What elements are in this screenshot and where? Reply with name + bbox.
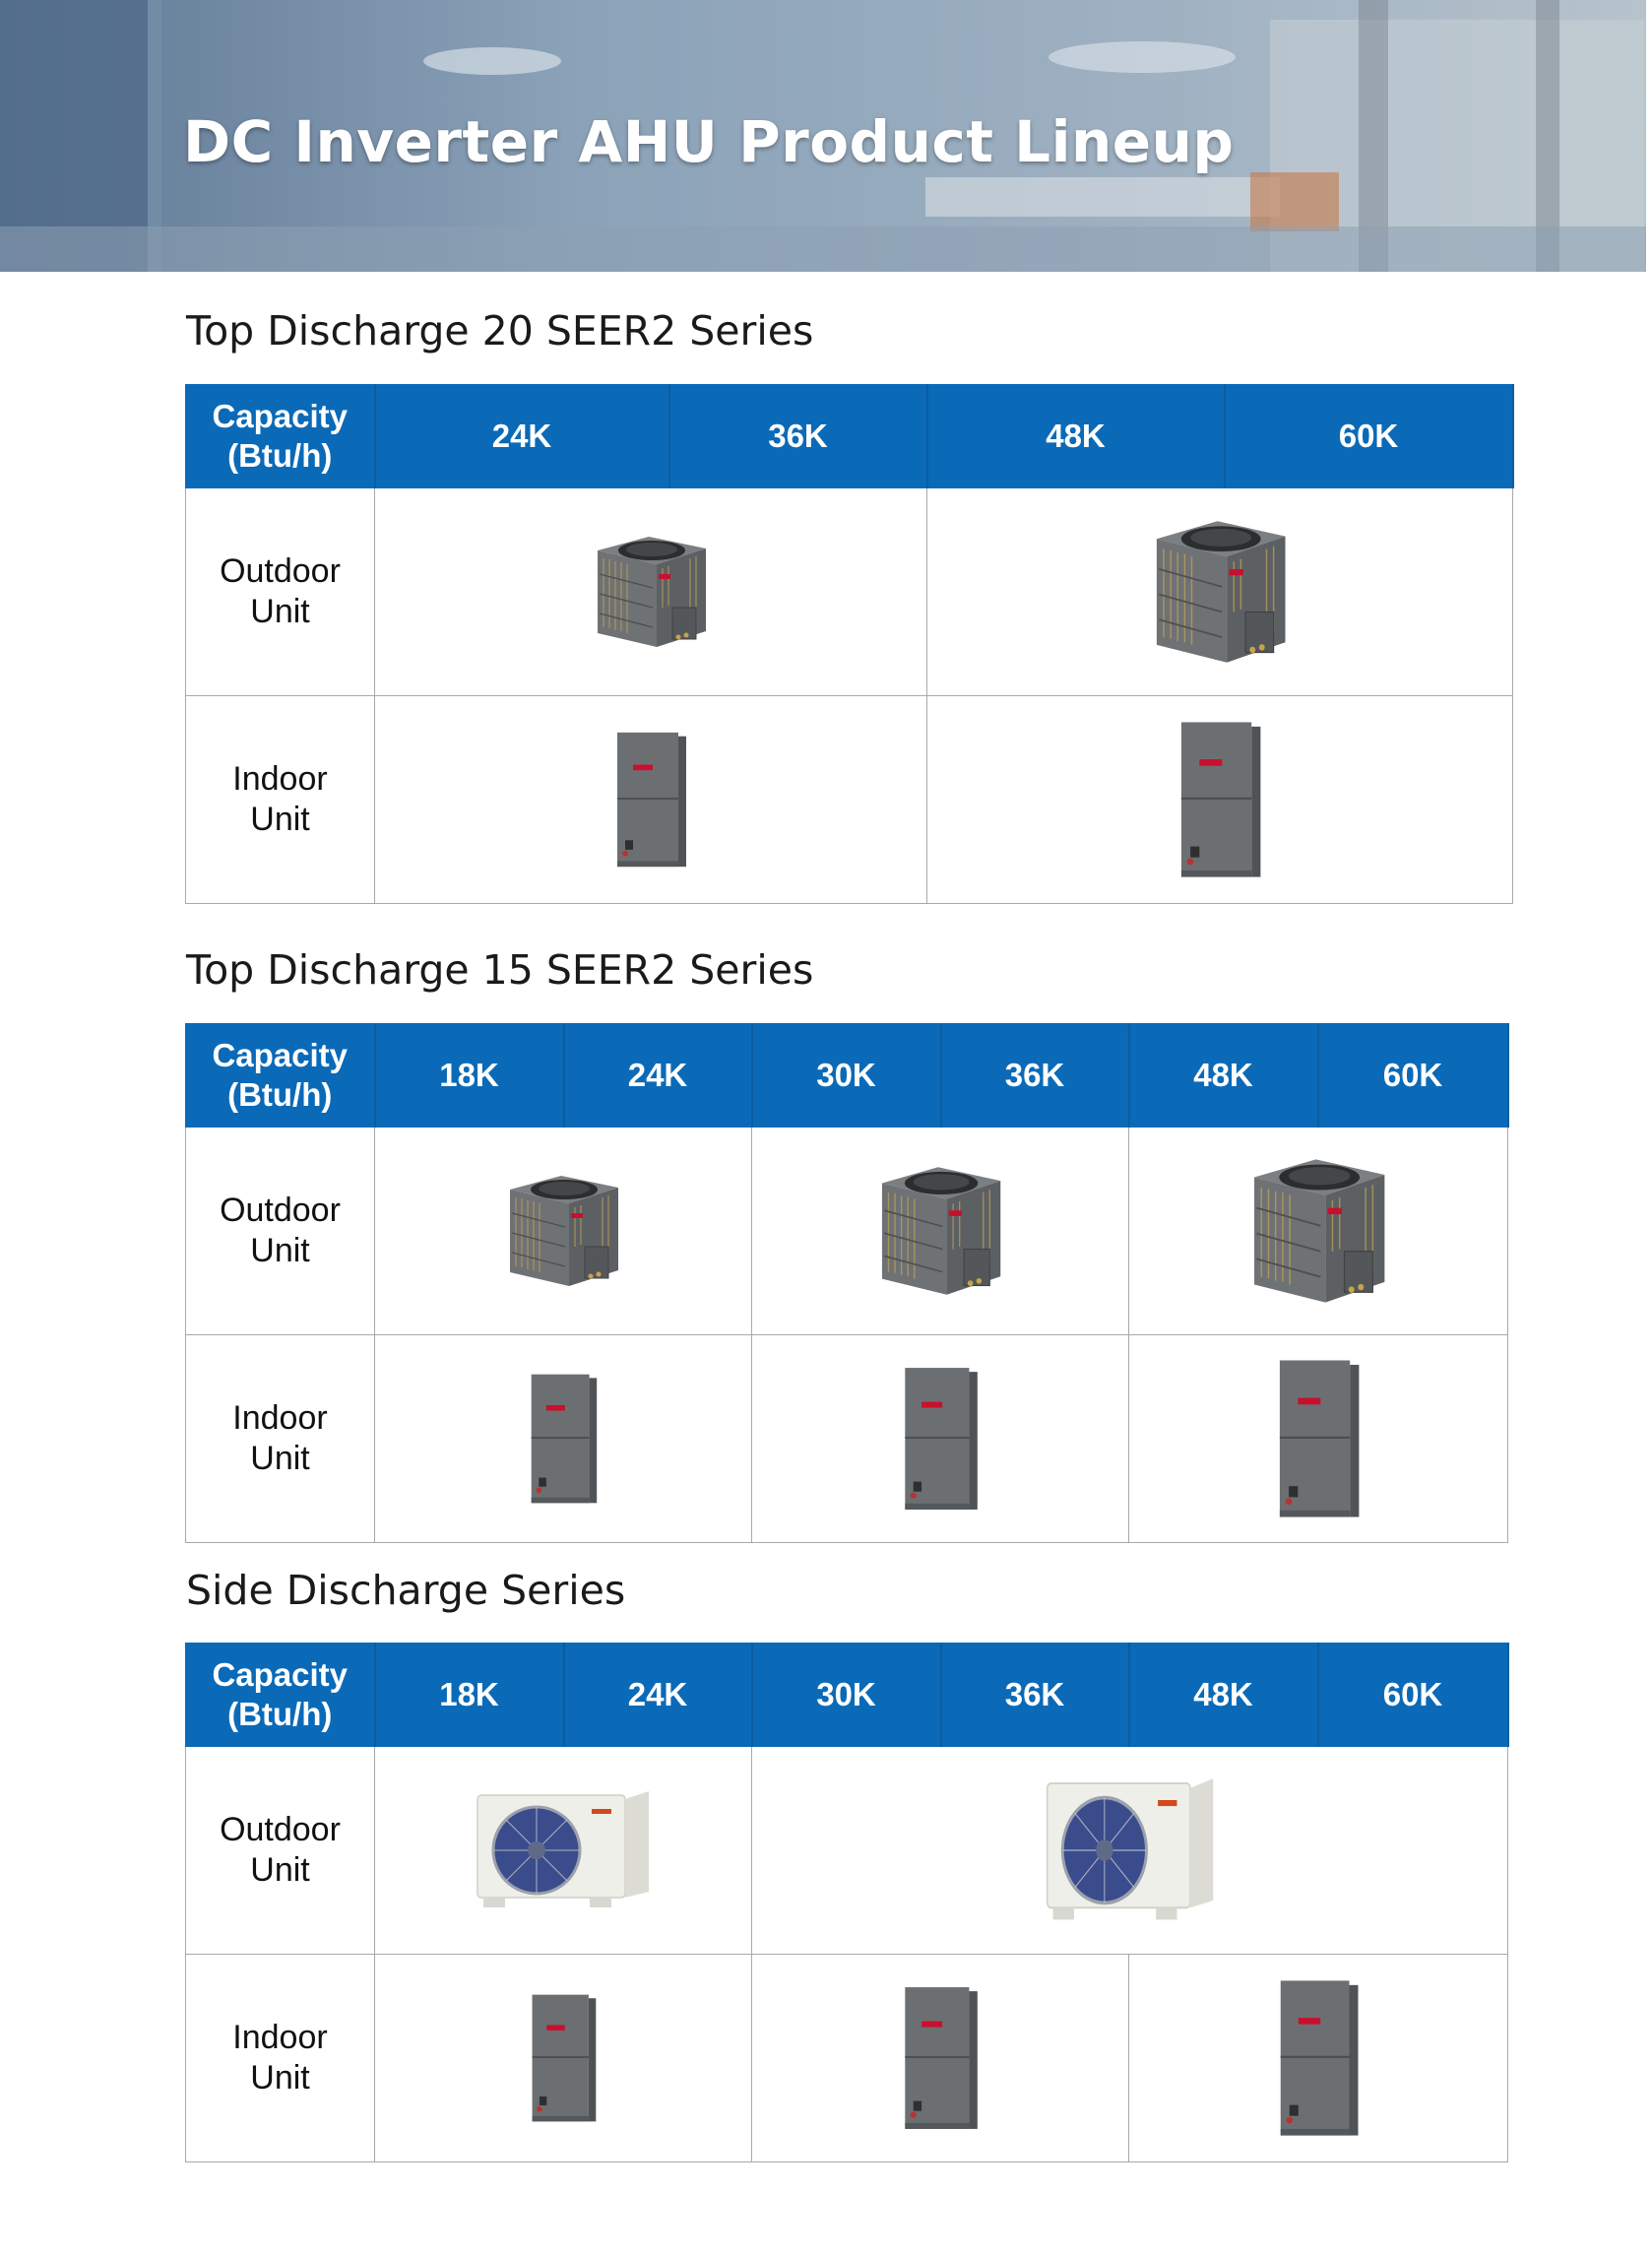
capacity-cell: 48K	[927, 385, 1225, 488]
capacity-header-label: Capacity (Btu/h)	[186, 385, 375, 488]
capacity-cell: 24K	[564, 1644, 752, 1747]
outdoor-unit-row	[186, 1747, 1508, 1955]
air-handler-icon	[899, 1983, 982, 2133]
capacity-cell: 18K	[375, 1024, 564, 1128]
capacity-cell: 48K	[1129, 1644, 1318, 1747]
outdoor-unit-cell	[752, 1128, 1129, 1335]
outdoor-unit-cell	[927, 488, 1513, 696]
capacity-cell: 60K	[1225, 385, 1513, 488]
outdoor-unit-row	[186, 1128, 1508, 1335]
side-discharge-outdoor-unit-icon	[1040, 1767, 1221, 1934]
outdoor-unit-label: Outdoor Unit	[186, 488, 375, 696]
side-discharge-outdoor-unit-icon	[470, 1781, 657, 1919]
indoor-unit-cell	[1129, 1335, 1508, 1543]
air-handler-icon	[526, 1371, 601, 1507]
indoor-unit-row	[186, 696, 1513, 904]
indoor-unit-label: Indoor Unit	[186, 1335, 375, 1543]
capacity-cell: 36K	[941, 1024, 1129, 1128]
capacity-header-label: Capacity (Btu/h)	[186, 1644, 375, 1747]
capacity-cell: 36K	[941, 1644, 1129, 1747]
indoor-unit-cell	[375, 1335, 752, 1543]
air-handler-icon	[1274, 1976, 1363, 2140]
outdoor-unit-cell	[375, 1747, 752, 1955]
section-title-top-discharge-15-seer2: Top Discharge 15 SEER2 Series	[186, 946, 814, 994]
lineup-table-top-discharge-15-seer2	[185, 1023, 1509, 1543]
section-title-side-discharge: Side Discharge Series	[186, 1567, 626, 1614]
section-title-top-discharge-20-seer2: Top Discharge 20 SEER2 Series	[186, 307, 814, 355]
capacity-cell: 60K	[1318, 1644, 1508, 1747]
top-discharge-condenser-icon	[1145, 511, 1295, 673]
indoor-unit-label: Indoor Unit	[186, 696, 375, 904]
capacity-cell: 18K	[375, 1644, 564, 1747]
capacity-header-row	[186, 1024, 1508, 1128]
capacity-cell: 36K	[669, 385, 927, 488]
air-handler-icon	[1175, 718, 1265, 881]
indoor-unit-cell	[375, 1955, 752, 2162]
capacity-header-row	[186, 1644, 1508, 1747]
outdoor-unit-cell	[375, 1128, 752, 1335]
capacity-header-label: Capacity (Btu/h)	[186, 1024, 375, 1128]
capacity-cell: 24K	[375, 385, 669, 488]
indoor-unit-cell	[927, 696, 1513, 904]
capacity-cell: 30K	[752, 1644, 941, 1747]
lineup-table-side-discharge	[185, 1643, 1509, 2162]
outdoor-unit-label: Outdoor Unit	[186, 1747, 375, 1955]
lineup-table-top-discharge-20-seer2	[185, 384, 1514, 904]
air-handler-icon	[611, 729, 690, 871]
top-discharge-condenser-icon	[500, 1168, 626, 1294]
indoor-unit-row	[186, 1335, 1508, 1543]
top-discharge-condenser-icon	[871, 1158, 1009, 1304]
top-discharge-condenser-icon	[588, 529, 714, 655]
header-banner	[0, 0, 1652, 272]
outdoor-unit-row	[186, 488, 1513, 696]
indoor-unit-cell	[375, 696, 927, 904]
outdoor-unit-cell	[1129, 1128, 1508, 1335]
air-handler-icon	[1273, 1356, 1364, 1521]
capacity-header-row	[186, 385, 1513, 488]
top-discharge-condenser-icon	[1242, 1149, 1394, 1313]
outdoor-unit-cell	[752, 1747, 1508, 1955]
page-title: DC Inverter AHU Product Lineup	[183, 108, 1235, 175]
air-handler-icon	[899, 1364, 982, 1514]
outdoor-unit-cell	[375, 488, 927, 696]
capacity-cell: 30K	[752, 1024, 941, 1128]
indoor-unit-label: Indoor Unit	[186, 1955, 375, 2162]
capacity-cell: 48K	[1129, 1024, 1318, 1128]
indoor-unit-row	[186, 1955, 1508, 2162]
indoor-unit-cell	[1129, 1955, 1508, 2162]
indoor-unit-cell	[752, 1335, 1129, 1543]
air-handler-icon	[527, 1991, 600, 2125]
capacity-cell: 60K	[1318, 1024, 1508, 1128]
capacity-cell: 24K	[564, 1024, 752, 1128]
outdoor-unit-label: Outdoor Unit	[186, 1128, 375, 1335]
indoor-unit-cell	[752, 1955, 1129, 2162]
